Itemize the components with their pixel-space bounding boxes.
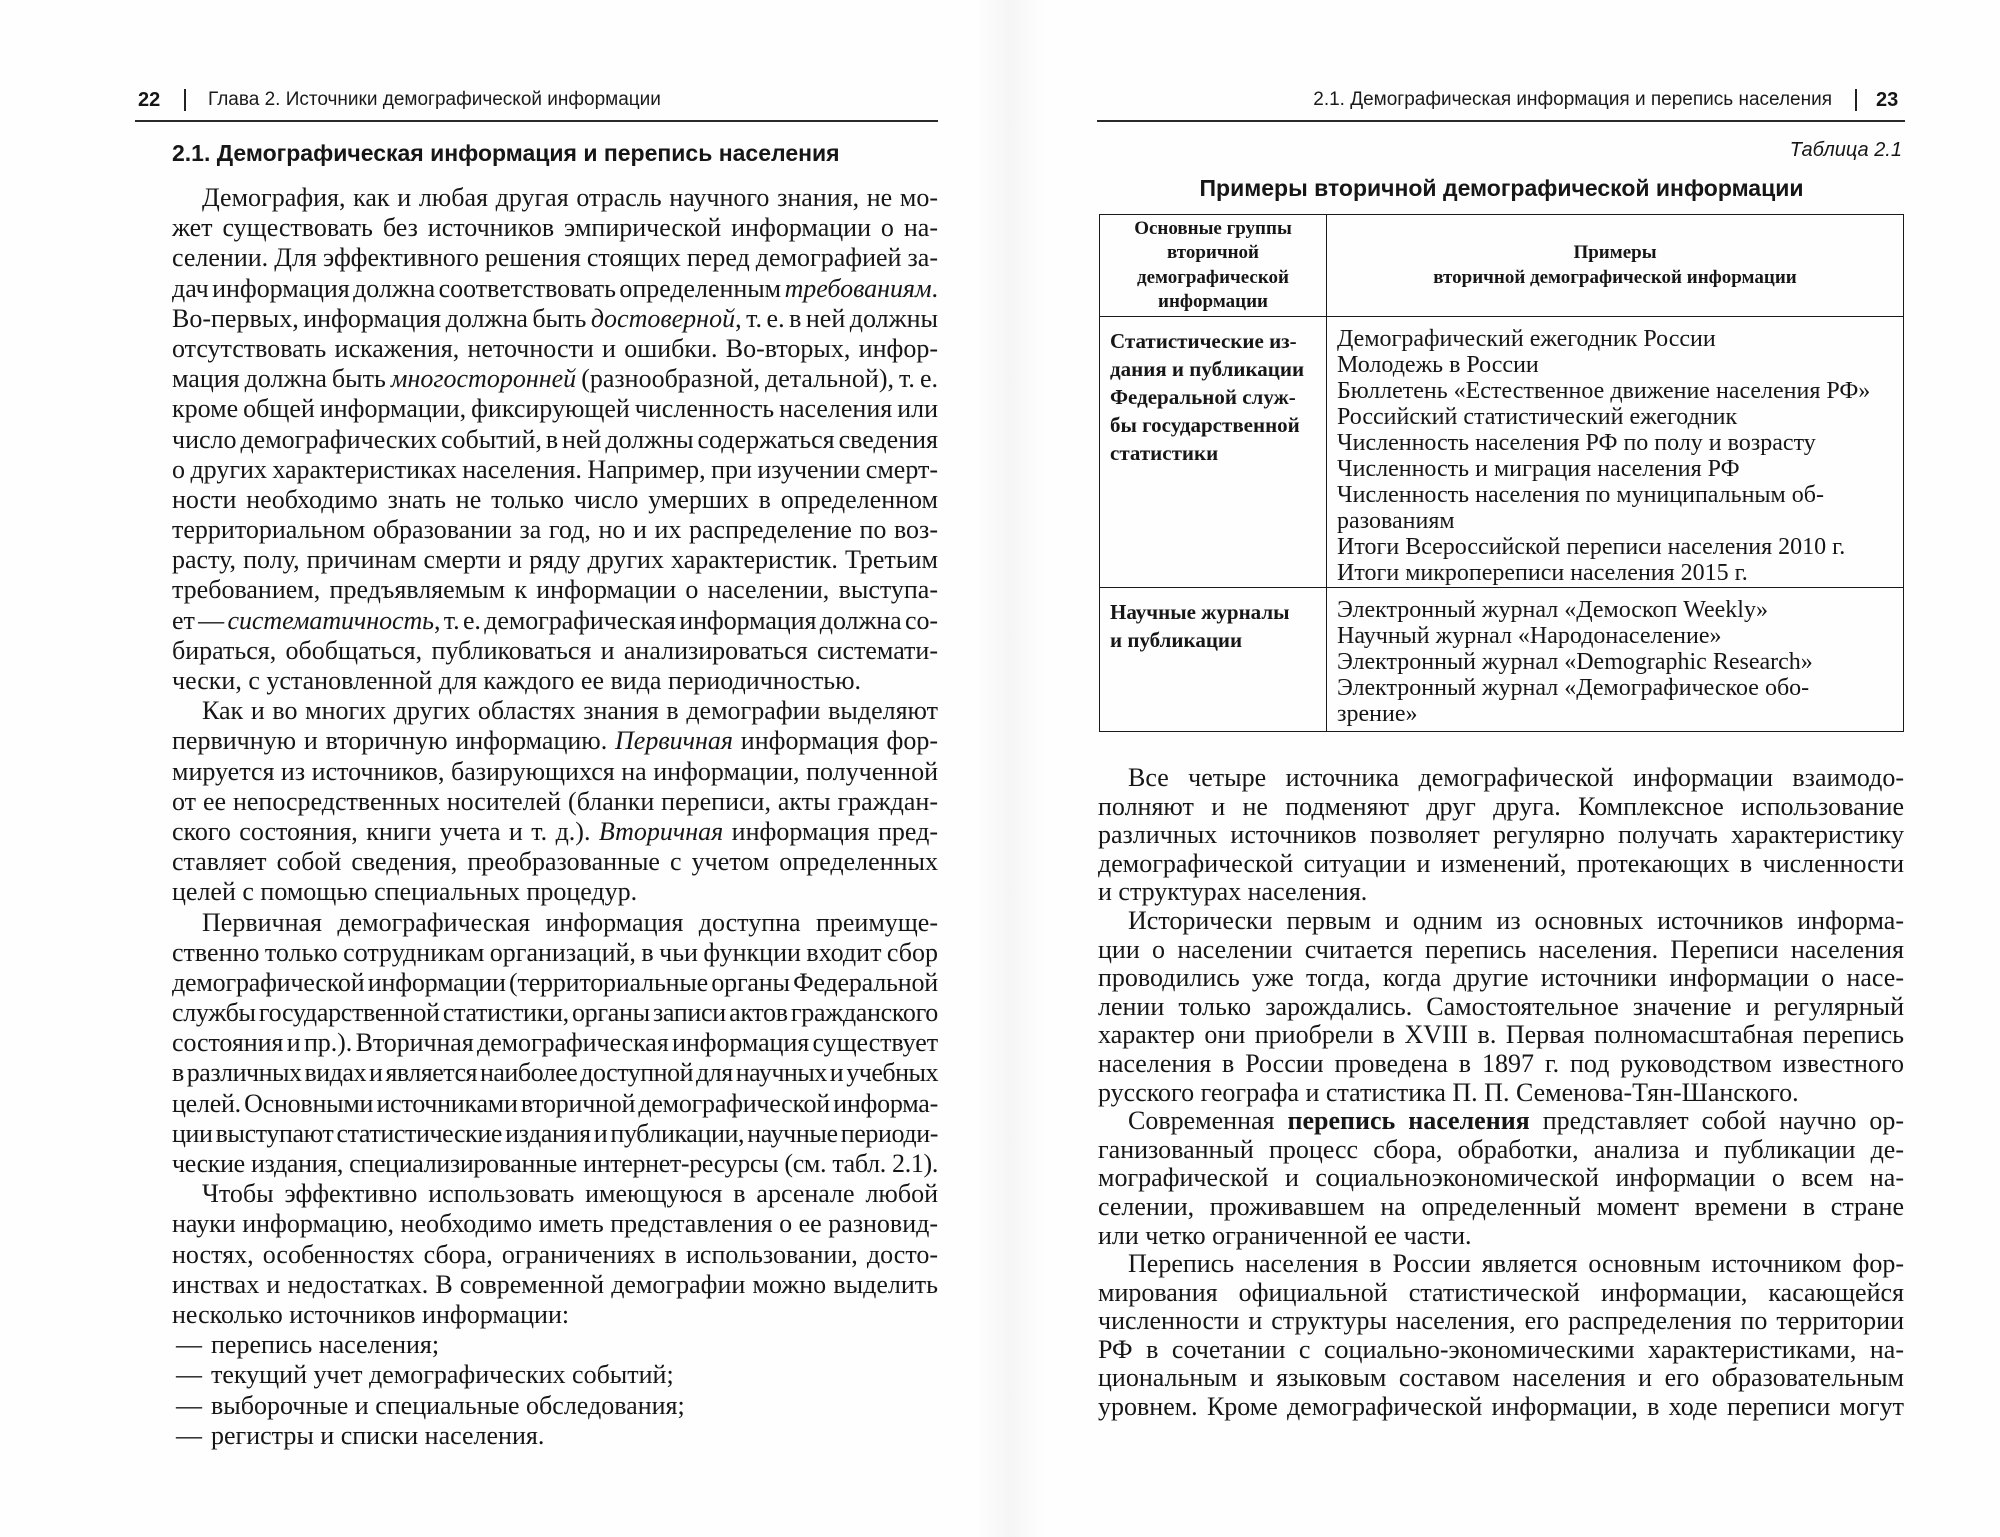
text-line: [172, 243, 938, 273]
text-line: [1337, 482, 1895, 508]
line-text: чески, с установленной для каждого ее вида периодичностью.: [172, 666, 862, 695]
text-line: [1098, 993, 1904, 1022]
line-text: ставляет собой сведения, преобразованные с учетом определенных: [172, 847, 938, 877]
examples-table: [1099, 214, 1904, 732]
paragraph: [1098, 764, 1904, 907]
text-line: [1098, 878, 1904, 907]
line-text: демографической ситуации и изменений, протекающих в численности: [1098, 848, 1904, 878]
line-text: вторичной: [1167, 242, 1259, 263]
text-line: [1337, 404, 1895, 430]
line-text: Численность населения РФ по полу и возрасту: [1337, 430, 1816, 456]
text-line: [172, 787, 938, 817]
examples-text: [1337, 326, 1895, 586]
table-title: Примеры вторичной демографической информации: [1199, 175, 1804, 201]
line-text: науки информацию, необходимо иметь представления о ее разновид-: [172, 1209, 938, 1239]
text-line: [172, 1209, 938, 1239]
list-item-text: выборочные и специальные обследования;: [211, 1390, 685, 1420]
text-line: [1110, 598, 1318, 626]
line-text: [172, 817, 938, 847]
text-line: [172, 636, 938, 666]
text-line: [172, 606, 938, 636]
text-line: [172, 394, 938, 424]
line-text: мируется из источников, базирующихся на информации, полученной: [172, 756, 938, 786]
text-line: [1098, 1307, 1904, 1336]
sources-list: [172, 1330, 938, 1451]
text-line: [172, 847, 938, 877]
text-line: [1098, 850, 1904, 879]
line-text: селении, проживавшем на определенный момент времени в стране: [1098, 1191, 1904, 1221]
line-text: ственно только сотрудникам организаций, в чьи функции входит сбор: [172, 937, 938, 967]
text-line: [1337, 430, 1895, 456]
text-line: [172, 1119, 938, 1149]
line-text: Исторически первым и одним из основных источников информа-: [1128, 905, 1904, 935]
line-text: Основные группы: [1134, 217, 1292, 239]
list-item: [172, 1360, 938, 1390]
line-text: Демография, как и любая другая отрасль научного знания, не мо-: [202, 183, 938, 212]
text-run: информация фор-: [733, 726, 938, 756]
line-text: и публикации: [1110, 628, 1243, 652]
line-text: информации: [1158, 291, 1268, 312]
list-item: [172, 1391, 938, 1421]
line-text: Численность и миграция населения РФ: [1337, 456, 1740, 482]
bold-term: перепись населения: [1287, 1106, 1530, 1136]
left-header-divider: [184, 89, 186, 111]
text-line: [172, 304, 938, 334]
line-text: Электронный журнал «Демоскоп Weekly»: [1337, 597, 1768, 623]
italic-term: достоверной: [590, 303, 736, 333]
text-line: [172, 545, 938, 575]
line-text: Статистические из-: [1110, 329, 1297, 353]
line-text: территориальном образовании за год, но и их распределение по воз-: [172, 515, 938, 545]
examples-cell: [1327, 588, 1904, 732]
text-line: [1098, 1021, 1904, 1050]
text-line: [1098, 1079, 1904, 1108]
text-line: [172, 183, 938, 213]
right-paragraphs: [1098, 764, 1904, 1422]
line-text: Как и во многих других областях знания в демографии выделяют: [202, 696, 938, 726]
text-line: [1098, 1364, 1904, 1393]
line-text: Демографический ежегодник России: [1337, 326, 1716, 352]
list-dash: —: [176, 1360, 202, 1390]
italic-term: Первичная: [615, 726, 733, 756]
line-text: ции выступают статистические издания и публикации, научные периоди-: [172, 1118, 939, 1148]
line-text: число демографических событий, в ней должны содержаться сведения: [172, 424, 938, 454]
line-text: состояния и пр.). Вторичная демографическая информация существует: [172, 1028, 938, 1058]
text-run: .: [931, 273, 938, 303]
section-title: 2.1. Демографическая информация и перепись населения: [172, 140, 840, 166]
text-line: [1098, 1336, 1904, 1365]
line-text: Первичная демографическая информация доступна преимуще-: [202, 907, 938, 937]
text-line: [1098, 1393, 1904, 1422]
list-dash: —: [176, 1420, 202, 1450]
line-text: Молодежь в России: [1337, 352, 1539, 378]
line-text: полняют и не подменяют друг друга. Комплексное использование: [1098, 791, 1904, 821]
line-text: различных источников позволяет регулярно получать характеристику: [1098, 820, 1904, 850]
text-run: (разнообразной, детальной), т. е.: [576, 364, 938, 394]
line-text: Бюллетень «Естественное движение населения РФ»: [1337, 378, 1871, 404]
line-text: отсутствовать искажения, неточности и ошибки. Во-вторых, инфор-: [172, 333, 938, 363]
header-cell-groups: [1100, 215, 1327, 317]
page-gutter: [975, 0, 1045, 1537]
text-line: [1106, 266, 1320, 291]
text-line: [172, 485, 938, 515]
text-line: [1106, 241, 1320, 266]
text-line: [1098, 1136, 1904, 1165]
line-text: РФ в сочетании с социально-экономическими характеристиками, на-: [1098, 1334, 1904, 1364]
text-run: ского состояния, книги учета и т. д.).: [172, 816, 599, 846]
italic-term: Вторичная: [598, 816, 724, 846]
left-body-text: [172, 183, 938, 1451]
line-text: разованиям: [1337, 508, 1455, 534]
line-text: численности и структуры населения, его распределения по территории: [1098, 1306, 1904, 1336]
line-text: Перепись населения в России является основным источником фор-: [1128, 1249, 1904, 1279]
text-line: [172, 666, 938, 696]
text-run: первичную и вторичную информацию.: [172, 726, 615, 756]
line-text: ческие издания, специализированные интернет-ресурсы (см. табл. 2.1).: [172, 1149, 938, 1178]
line-text: Российский статистический ежегодник: [1337, 404, 1738, 430]
line-text: демографической: [1137, 266, 1289, 288]
line-text: инствах и недостатках. В современной демографии можно выделить: [172, 1269, 938, 1299]
line-text: бы государственной: [1110, 413, 1300, 437]
text-run: Современная: [1128, 1106, 1288, 1136]
examples-cell: [1327, 317, 1904, 588]
text-line: [172, 364, 938, 394]
line-text: мирования официальной статистической информации, касающейся: [1098, 1277, 1904, 1307]
paragraph: [172, 1179, 938, 1330]
line-text: Чтобы эффективно использовать имеющуюся в арсенале любой: [202, 1179, 938, 1209]
text-line: [172, 455, 938, 485]
text-line: [1110, 411, 1318, 439]
paragraph: [1098, 1107, 1904, 1250]
line-text: [172, 364, 938, 394]
line-text: Итоги микропереписи населения 2015 г.: [1337, 560, 1748, 586]
text-line: [172, 968, 938, 998]
line-text: и структурах населения.: [1098, 877, 1368, 907]
text-line: [172, 696, 938, 726]
text-line: [172, 938, 938, 968]
paragraph: [172, 908, 938, 1180]
text-line: [172, 998, 938, 1028]
header-cell-examples: [1327, 215, 1904, 317]
line-text: ции о населении считается перепись населения. Переписи населения: [1098, 934, 1904, 964]
text-line: [1110, 626, 1318, 654]
text-line: [1098, 936, 1904, 965]
text-line: [1337, 623, 1895, 649]
line-text: жет существовать без источников эмпирической информации о на-: [172, 213, 938, 243]
text-line: [1337, 508, 1895, 534]
paragraph: [1098, 1250, 1904, 1422]
line-text: [172, 274, 938, 304]
line-text: от ее непосредственных носителей (бланки переписи, акты граждан-: [172, 786, 938, 816]
line-text: требованием, предъявляемым к информации о населении, выступа-: [172, 575, 938, 605]
line-text: циональным и языковым составом населения и его образовательным: [1098, 1363, 1904, 1393]
table-caption: Таблица 2.1: [1789, 139, 1902, 161]
text-line: [172, 334, 938, 364]
text-line: [1337, 534, 1895, 560]
group-cell: [1100, 588, 1327, 732]
line-text: несколько источников информации:: [172, 1299, 570, 1329]
italic-term: многосторонней: [390, 364, 577, 394]
line-text: Электронный журнал «Demographic Research»: [1337, 649, 1813, 675]
table-header-row: [1100, 215, 1904, 317]
line-text: ностях, особенностях сбора, ограничениях в использовании, досто-: [172, 1239, 938, 1269]
line-text: целей с помощью специальных процедур.: [172, 877, 638, 907]
list-item: [172, 1330, 938, 1360]
text-run: ет —: [172, 605, 228, 635]
text-line: [1333, 266, 1897, 291]
right-page-number: 23: [1876, 89, 1899, 111]
text-line: [172, 213, 938, 243]
line-text: [172, 304, 938, 334]
text-line: [1337, 597, 1895, 623]
line-text: зрение»: [1337, 701, 1418, 727]
text-line: [1337, 649, 1895, 675]
line-text: кроме общей информации, фиксирующей численность населения или: [172, 394, 938, 424]
line-text: Все четыре источника демографической информации взаимодо-: [1128, 763, 1904, 792]
text-line: [172, 425, 938, 455]
group-text: [1110, 598, 1318, 654]
list-item-text: текущий учет демографических событий;: [211, 1360, 674, 1390]
paragraph: [172, 696, 938, 907]
line-text: ганизованный процесс сбора, обработки, анализа и публикации де-: [1098, 1134, 1904, 1164]
text-run: , т. е. в ней должны: [735, 303, 938, 333]
text-line: [1337, 326, 1895, 352]
line-text: лении только зарождались. Самостоятельное значение и регулярный: [1098, 991, 1904, 1021]
line-text: мографической и социальноэкономической информации о всем на-: [1098, 1163, 1904, 1193]
line-text: селении. Для эффективного решения стоящих перед демографией за-: [172, 243, 938, 273]
text-line: [1098, 1193, 1904, 1222]
line-text: Примеры: [1573, 242, 1657, 263]
text-line: [172, 817, 938, 847]
line-text: Научный журнал «Народонаселение»: [1337, 623, 1722, 649]
left-page-number: 22: [138, 89, 161, 111]
right-header-divider: [1855, 89, 1857, 111]
text-line: [1098, 821, 1904, 850]
line-text: ности необходимо знать не только число умерших в определенном: [172, 484, 938, 514]
text-line: [172, 1028, 938, 1058]
text-line: [1098, 1050, 1904, 1079]
line-text: бираться, обобщаться, публиковаться и анализироваться системати-: [172, 635, 938, 665]
list-dash: —: [176, 1390, 202, 1420]
text-line: [172, 1300, 938, 1330]
group-text: [1110, 327, 1318, 467]
text-line: [172, 1270, 938, 1300]
text-line: [1337, 560, 1895, 586]
paragraph: [1098, 907, 1904, 1107]
line-text: в различных видах и является наиболее доступной для научных и учебных: [172, 1058, 938, 1088]
paragraph: [172, 183, 938, 696]
line-text: Научные журналы: [1110, 600, 1290, 624]
group-cell: [1100, 317, 1327, 588]
header-groups-text: [1106, 217, 1320, 315]
text-line: [1098, 1164, 1904, 1193]
table-row: [1100, 317, 1904, 588]
list-item: [172, 1421, 938, 1451]
text-line: [1337, 701, 1895, 727]
line-text: русского географа и статистика П. П. Семенова-Тян-Шанского.: [1098, 1077, 1799, 1107]
text-line: [1098, 1222, 1904, 1251]
text-line: [1098, 1107, 1904, 1136]
text-line: [1106, 217, 1320, 242]
text-line: [172, 1089, 938, 1119]
left-paragraphs: [172, 183, 938, 1330]
text-run: , т. е. демографическая информация должна со-: [433, 605, 938, 635]
line-text: статистики: [1110, 441, 1219, 465]
text-line: [1098, 1279, 1904, 1308]
line-text: Численность населения по муниципальным об-: [1337, 482, 1824, 508]
line-text: Электронный журнал «Демографическое обо-: [1337, 675, 1810, 701]
left-running-head: Глава 2. Источники демографической информации: [208, 89, 661, 110]
line-text: целей. Основными источниками вторичной демографической информа-: [172, 1088, 938, 1118]
text-line: [1337, 352, 1895, 378]
text-run: мация должна быть: [172, 364, 391, 394]
examples-text: [1337, 597, 1895, 727]
text-line: [172, 274, 938, 304]
right-body-text: [1098, 764, 1904, 1422]
italic-term: систематичность: [227, 605, 434, 635]
header-examples-text: [1333, 241, 1897, 290]
text-line: [172, 1240, 938, 1270]
line-text: Итоги Всероссийской переписи населения 2010 г.: [1337, 534, 1846, 560]
text-line: [1333, 241, 1897, 266]
list-item-text: перепись населения;: [211, 1330, 440, 1360]
text-line: [1098, 907, 1904, 936]
text-line: [172, 1058, 938, 1088]
text-line: [172, 757, 938, 787]
line-text: населения в России проведена в 1897 г. под руководством известного: [1098, 1048, 1904, 1078]
text-line: [172, 1149, 938, 1179]
text-line: [172, 877, 938, 907]
text-line: [1110, 439, 1318, 467]
line-text: демографической информации (территориальные органы Федеральной: [172, 967, 938, 997]
text-line: [1110, 355, 1318, 383]
line-text: проводились уже тогда, когда другие источники информации о насе-: [1098, 963, 1904, 993]
left-header-rule: [135, 120, 938, 122]
text-run: Во-первых, информация должна быть: [172, 303, 591, 333]
table-row: [1100, 588, 1904, 732]
text-line: [1098, 1250, 1904, 1279]
italic-term: требованиям: [784, 273, 932, 303]
line-text: службы государственной статистики, органы записи актов гражданского: [172, 998, 938, 1028]
text-line: [1106, 290, 1320, 315]
line-text: или четко ограниченной ее части.: [1098, 1220, 1472, 1250]
text-line: [1110, 327, 1318, 355]
line-text: [172, 726, 938, 756]
list-dash: —: [176, 1330, 202, 1360]
line-text: дания и публикации: [1110, 357, 1305, 381]
text-line: [172, 1179, 938, 1209]
line-text: характер они приобрели в XVIII в. Первая полномасштабная перепись: [1098, 1020, 1904, 1050]
text-line: [1098, 964, 1904, 993]
line-text: о других характеристиках населения. Например, при изучении смерт-: [172, 454, 938, 484]
line-text: расту, полу, причинам смерти и ряду других характеристик. Третьим: [172, 545, 938, 575]
text-line: [172, 515, 938, 545]
text-line: [1110, 383, 1318, 411]
line-text: [1128, 1107, 1904, 1136]
line-text: вторичной демографической информации: [1433, 266, 1797, 288]
text-line: [172, 726, 938, 756]
text-run: дач информация должна соответствовать определенным: [172, 273, 785, 303]
text-line: [172, 575, 938, 605]
right-header-rule: [1097, 120, 1905, 122]
text-line: [172, 908, 938, 938]
text-line: [1337, 675, 1895, 701]
line-text: [172, 606, 938, 636]
line-text: Федеральной служ-: [1110, 385, 1296, 409]
line-text: уровнем. Кроме демографической информации, в ходе переписи могут: [1098, 1392, 1904, 1422]
text-line: [1098, 764, 1904, 793]
right-running-head: 2.1. Демографическая информация и перепись населения: [1313, 89, 1832, 110]
text-line: [1098, 793, 1904, 822]
text-run: представляет собой научно ор-: [1529, 1106, 1904, 1136]
text-run: информация пред-: [723, 816, 938, 846]
text-line: [1337, 456, 1895, 482]
list-item-text: регистры и списки населения.: [211, 1420, 545, 1450]
text-line: [1337, 378, 1895, 404]
